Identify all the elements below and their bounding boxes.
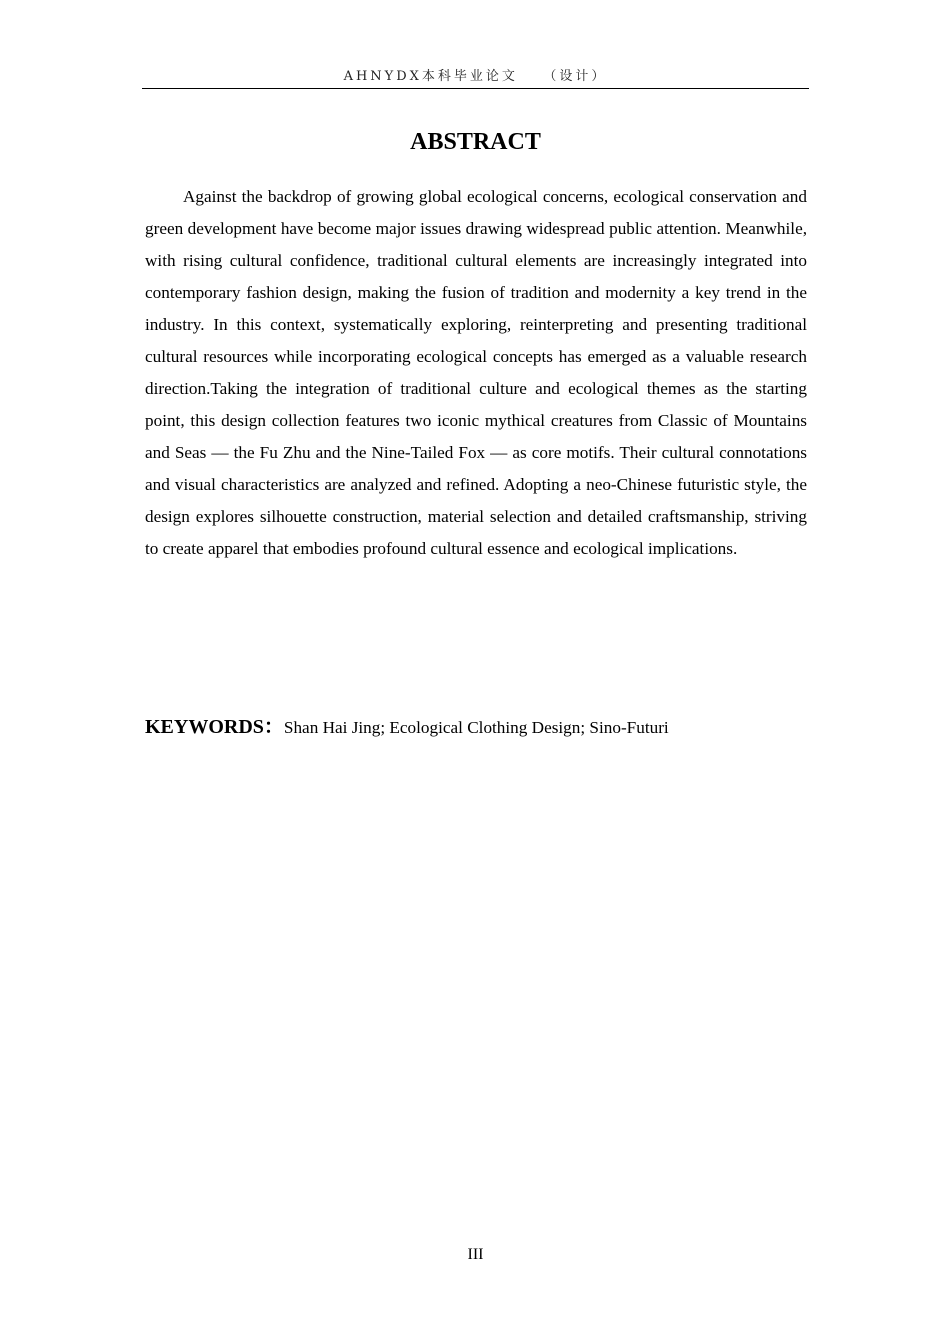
header-divider xyxy=(142,88,809,89)
running-header: AHNYDX本科毕业论文 （设计） xyxy=(343,69,608,84)
keywords-line xyxy=(145,711,807,744)
page-number: III xyxy=(467,1246,484,1263)
abstract-paragraph: Against the backdrop of growing global ecological concerns, ecological conservation and green development have become major issues drawing widespread public attention. Meanwhile, with rising cultural confidence, traditional cultural elements are increasingly integrated into contemporary fashion design, making the fusion of tradition and modernity a key trend in the industry. In this context, systematically exploring, reinterpreting and presenting traditional cultural resources while incorporating ecological concepts has emerged as a valuable research direction.Taking the integration of traditional culture and ecological themes as the starting point, this design collection features two iconic mythical creatures from Classic of Mountains and Seas — the Fu Zhu and the Nine-Tailed Fox — as core motifs. Their cultural connotations and visual characteristics are analyzed and refined. Adopting a neo-Chinese futuristic style, the design explores silhouette construction, material selection and detailed craftsmanship, striving to create apparel that embodies profound cultural essence and ecological implications. xyxy=(145,187,807,558)
keywords-value: Shan Hai Jing; Ecological Clothing Design; Sino-Futuri xyxy=(283,718,669,737)
abstract-title: ABSTRACT xyxy=(410,129,541,155)
keywords-label: KEYWORDS： xyxy=(145,716,284,738)
